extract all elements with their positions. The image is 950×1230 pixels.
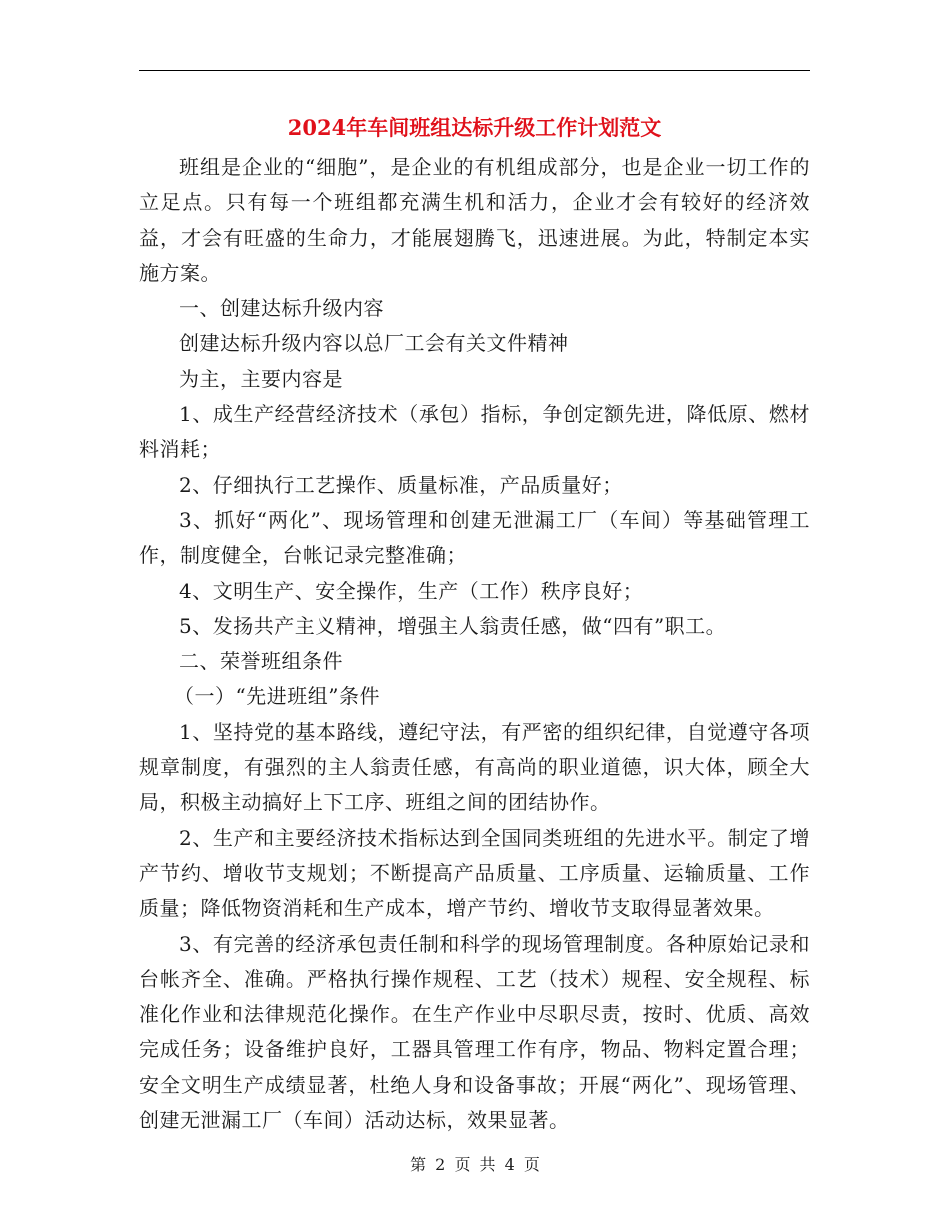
section-heading-1: 一、创建达标升级内容 xyxy=(179,296,384,321)
subsection-heading: （一）“先进班组”条件 xyxy=(174,684,380,709)
paragraph: 为主，主要内容是 xyxy=(179,366,343,391)
list-item: 5、发扬共产主义精神，增强主人翁责任感，做“四有”职工。 xyxy=(179,613,727,638)
paragraph-intro: 班组是企业的“细胞”，是企业的有机组成部分，也是企业一切工作的立足点。只有每一个班组都充满生机和活力，企业才会有较好的经济效益，才会有旺盛的生命力，才能展翅腾飞，迅速进展。为此，特制定本实施方案。 xyxy=(139,155,810,285)
document-title: 2024年车间班组达标升级工作计划范文 xyxy=(287,115,662,140)
list-item: 3、抓好“两化”、现场管理和创建无泄漏工厂（车间）等基础管理工作，制度健全，台帐记录完整准确； xyxy=(139,507,810,568)
header-rule xyxy=(139,70,810,71)
list-item: 2、仔细执行工艺操作、质量标准，产品质量好； xyxy=(179,472,623,497)
list-item: 1、成生产经营经济技术（承包）指标，争创定额先进，降低原、燃材料消耗； xyxy=(139,402,810,462)
paragraph: 创建达标升级内容以总厂工会有关文件精神 xyxy=(179,331,569,356)
document-body xyxy=(139,150,810,1138)
list-item: 3、有完善的经济承包责任制和科学的现场管理制度。各种原始记录和台帐齐全、准确。严格执行操作规程、工艺（技术）规程、安全规程、标准化作业和法律规范化操作。在生产作业中尽职尽责，按时、优质、高效完成任务；设备维护良好，工器具管理工作有序，物品、物料定置合理；安全文明生产成绩显著，杜绝人身和设备事故；开展“两化”、现场管理、创建无泄漏工厂（车间）活动达标，效果显著。 xyxy=(139,931,810,1133)
section-heading-2: 二、荣誉班组条件 xyxy=(179,649,343,674)
list-item: 1、坚持党的基本路线，遵纪守法，有严密的组织纪律，自觉遵守各项规章制度，有强烈的主人翁责任感，有高尚的职业道德，识大体，顾全大局，积极主动搞好上下工序、班组之间的团结协作。 xyxy=(139,719,810,815)
list-item: 2、生产和主要经济技术指标达到全国同类班组的先进水平。制定了增产节约、增收节支规划；不断提高产品质量、工序质量、运输质量、工作质量；降低物资消耗和生产成本，增产节约、增收节支取得显著效果。 xyxy=(139,825,810,921)
page-number: 第 2 页 共 4 页 xyxy=(410,1155,540,1174)
list-item: 4、文明生产、安全操作，生产（工作）秩序良好； xyxy=(179,578,644,603)
